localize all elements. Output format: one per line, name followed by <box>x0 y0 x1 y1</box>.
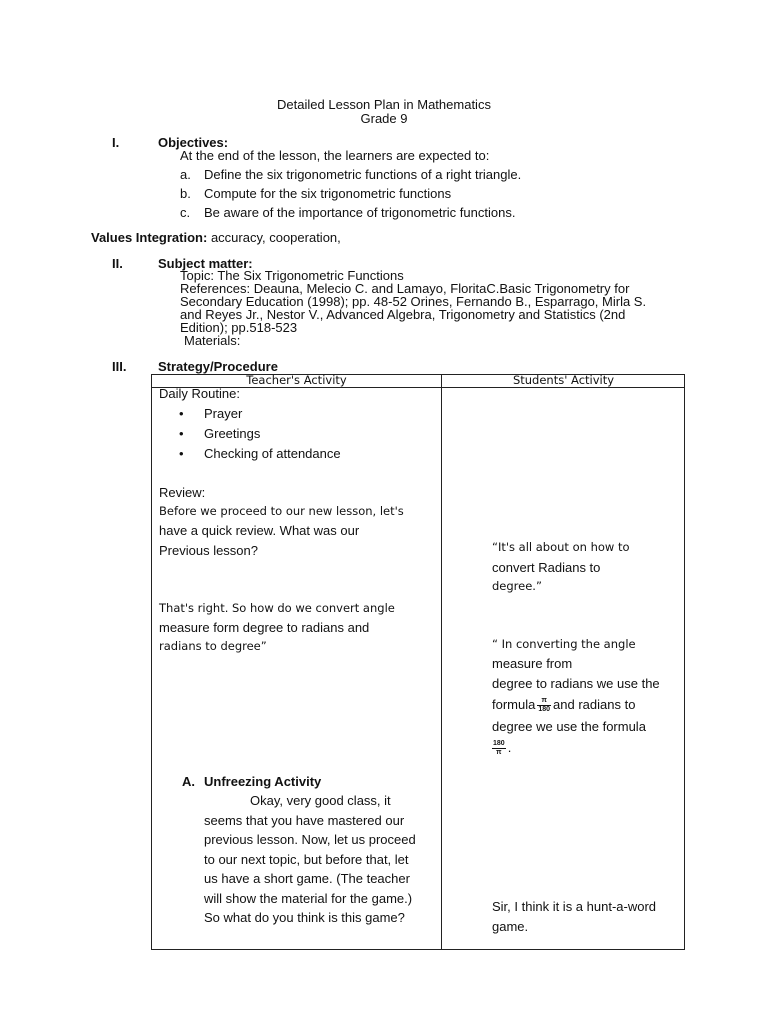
unfreezing-letter: A. <box>182 774 195 789</box>
unfreezing-line: to our next topic, but before that, let <box>204 852 409 867</box>
objectives-intro: At the end of the lesson, the learners are expected to: <box>180 148 490 163</box>
routine-item: • Prayer <box>204 404 242 424</box>
unfreezing-line: previous lesson. Now, let us proceed <box>204 832 416 847</box>
daily-routine-label: Daily Routine: <box>159 386 240 401</box>
unfreezing-line: seems that you have mastered our <box>204 813 405 828</box>
subject-references-line: Secondary Education (1998); pp. 48-52 Orines, Fernando B., Esparrago, Mirla S. <box>180 294 647 309</box>
formula-suffix: and radians to <box>553 697 636 712</box>
student-activity-header: Students' Activity <box>512 373 615 387</box>
student-answer-line: measure from <box>492 656 573 671</box>
procedure-table <box>151 374 685 950</box>
subject-references-line: References: Deauna, Melecio C. and Lamayo, FloritaC.Basic Trigonometry for <box>180 281 630 296</box>
student-answer-line: “ In converting the angle <box>492 637 636 651</box>
section-number-objectives: I. <box>112 135 120 150</box>
section-number-strategy: III. <box>112 359 127 374</box>
unfreezing-line: Okay, very good class, it <box>250 793 391 808</box>
subject-topic: Topic: The Six Trigonometric Functions <box>180 268 404 283</box>
unfreezing-line: will show the material for the game.) <box>204 891 413 906</box>
student-answer-line: degree we use the formula <box>492 719 646 734</box>
teacher-followup-line: measure form degree to radians and <box>159 620 370 635</box>
fraction-denominator: π <box>496 749 502 757</box>
review-line: have a quick review. What was our <box>159 523 360 538</box>
student-answer-line: Sir, I think it is a hunt-a-word <box>492 899 657 914</box>
column-divider <box>441 375 442 949</box>
objective-item: Define the six trigonometric functions of a right triangle. <box>204 167 522 182</box>
subject-heading: Subject matter: <box>158 256 253 271</box>
teacher-activity-header: Teacher's Activity <box>246 373 347 387</box>
student-formula-line <box>492 738 511 758</box>
student-answer-line: game. <box>492 919 529 934</box>
student-answer-line: degree.” <box>492 579 542 593</box>
values-text: accuracy, cooperation, <box>210 230 341 245</box>
routine-item: • Checking of attendance <box>204 444 341 464</box>
student-answer-line: “It's all about on how to <box>492 540 630 554</box>
formula-period: . <box>507 740 512 755</box>
review-label: Review: <box>159 485 206 500</box>
unfreezing-line: us have a short game. (The teacher <box>204 871 410 886</box>
pi-over-180-fraction <box>537 697 551 714</box>
student-answer-line: convert Radians to <box>492 560 601 575</box>
review-line: Before we proceed to our new lesson, let's <box>159 504 404 518</box>
document-title: Detailed Lesson Plan in Mathematics <box>277 97 491 112</box>
routine-item: • Greetings <box>204 424 260 444</box>
objective-letter: a. <box>180 167 191 182</box>
student-formula-line <box>492 695 635 715</box>
formula-prefix: formula <box>492 697 536 712</box>
teacher-followup-line: radians to degree” <box>159 639 267 653</box>
objective-letter: b. <box>180 186 191 201</box>
180-over-pi-fraction <box>492 740 506 757</box>
grade-label: Grade 9 <box>360 111 408 126</box>
values-label: Values Integration: <box>91 230 208 245</box>
objective-item: Compute for the six trigonometric functions <box>204 186 452 201</box>
fraction-numerator: 180 <box>493 740 505 748</box>
review-line: Previous lesson? <box>159 543 258 558</box>
unfreezing-line: So what do you think is this game? <box>204 910 405 925</box>
section-number-subject: II. <box>112 256 123 271</box>
strategy-heading: Strategy/Procedure <box>158 359 278 374</box>
student-answer-line: degree to radians we use the <box>492 676 660 691</box>
subject-materials: Materials: <box>184 333 241 348</box>
objective-letter: c. <box>180 205 191 220</box>
objective-item: Be aware of the importance of trigonometric functions. <box>204 205 516 220</box>
fraction-denominator: 180 <box>538 706 551 714</box>
subject-references-line: Edition); pp.518-523 <box>180 320 298 335</box>
objectives-heading: Objectives: <box>158 135 229 150</box>
values-integration <box>91 230 341 245</box>
fraction-numerator: π <box>537 697 551 706</box>
subject-references-line: and Reyes Jr., Nestor V., Advanced Algebra, Trigonometry and Statistics (2nd <box>180 307 626 322</box>
unfreezing-heading: Unfreezing Activity <box>204 774 322 789</box>
teacher-followup-line: That's right. So how do we convert angle <box>159 601 395 615</box>
